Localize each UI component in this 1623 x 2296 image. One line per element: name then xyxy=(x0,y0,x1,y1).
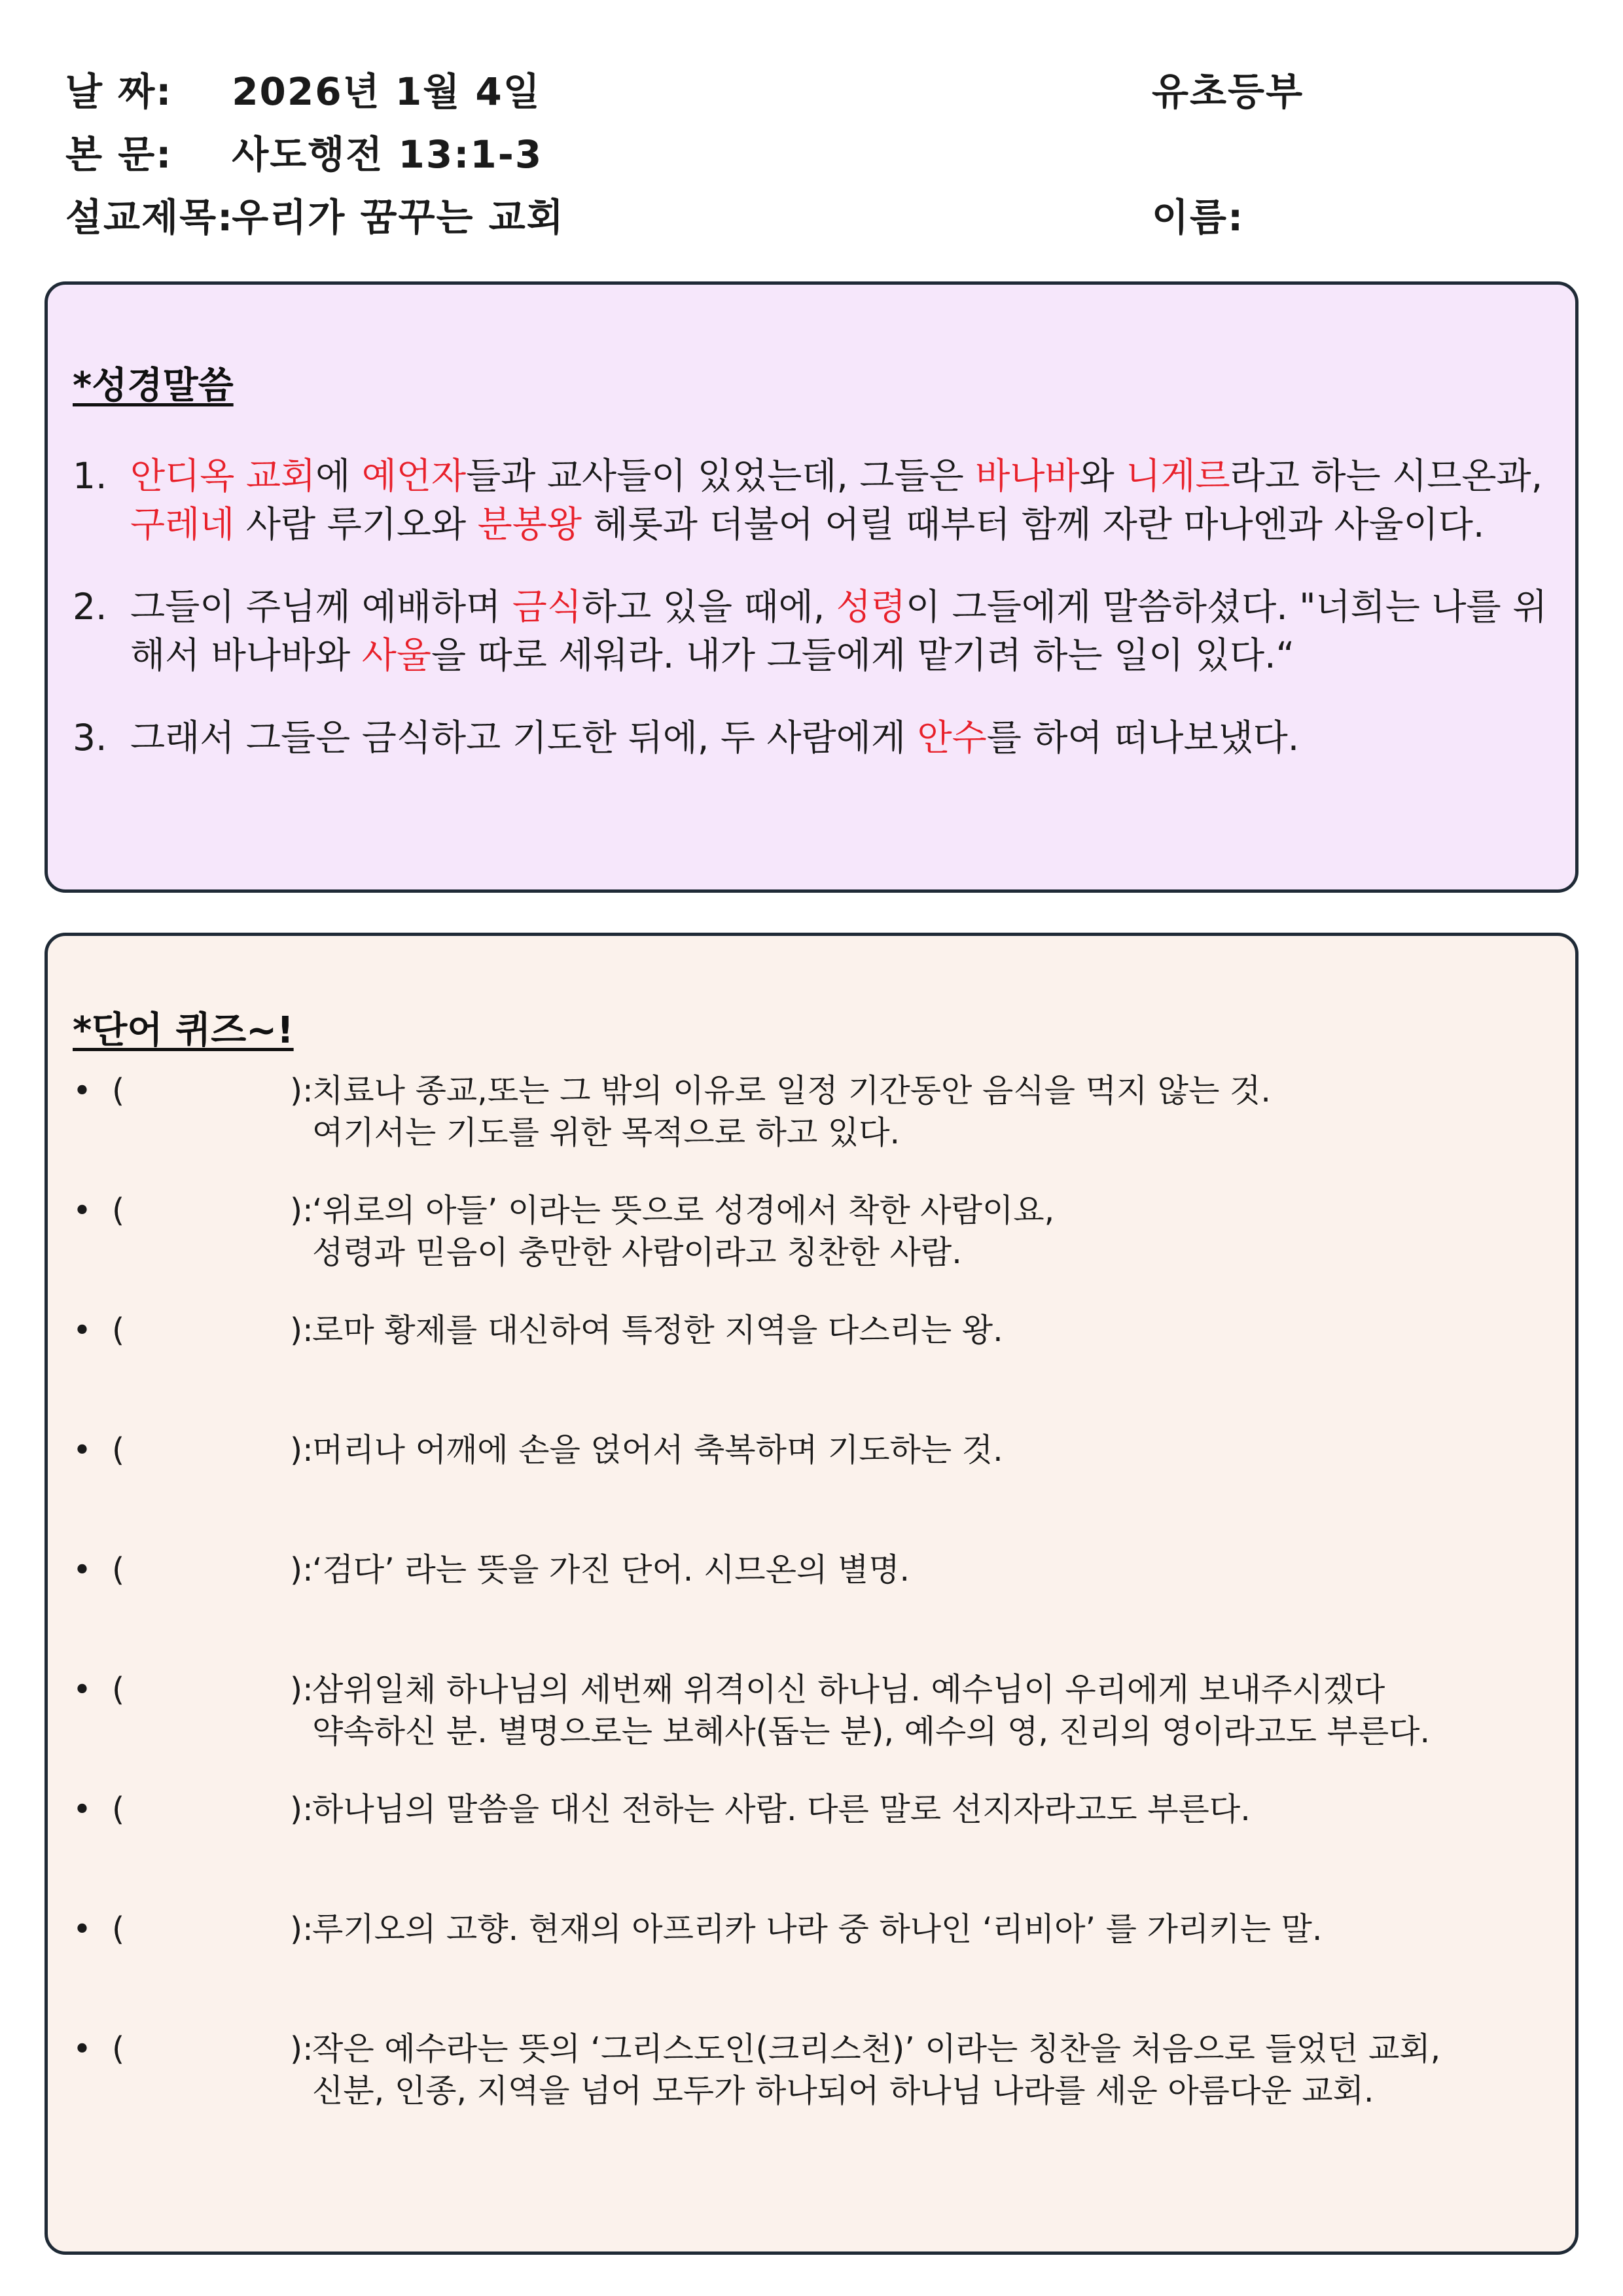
verse-text xyxy=(130,452,1558,548)
quiz-list xyxy=(73,1070,1558,2148)
title-label: 설교제목: xyxy=(65,195,234,240)
definition-line: 신분, 인종, 지역을 넘어 모두가 하나되어 하나님 나라를 세운 아름다운 교회. xyxy=(312,2072,1374,2109)
quiz-definition xyxy=(312,1789,1558,1909)
keyword-highlight: 분봉왕 xyxy=(477,503,582,545)
quiz-item xyxy=(73,1429,1558,1549)
quiz-item xyxy=(73,2028,1558,2148)
answer-blank[interactable]: ( xyxy=(112,2030,125,2068)
quiz-definition xyxy=(312,1549,1558,1669)
verse-text-segment: 헤롯과 더불어 어릴 때부터 함께 자란 마나엔과 사울이다. xyxy=(582,503,1485,545)
verse-item xyxy=(73,583,1558,679)
verse-item xyxy=(73,713,1558,762)
quiz-definition xyxy=(312,1909,1558,2028)
keyword-highlight: 구레네 xyxy=(130,503,235,545)
quiz-item xyxy=(73,1789,1558,1909)
answer-blank-close: ): xyxy=(290,1671,313,1708)
keyword-highlight: 예언자 xyxy=(361,455,467,497)
date-value: 2026년 1월 4일 xyxy=(232,69,541,114)
date-row xyxy=(65,60,565,123)
definition-line: 약속하신 분. 별명으로는 보혜사(돕는 분), 예수의 영, 진리의 영이라고도 부른다. xyxy=(312,1713,1431,1750)
answer-blank-close: ): xyxy=(290,2030,313,2068)
answer-blank-close: ): xyxy=(290,1192,313,1229)
definition-line: 로마 황제를 대신하여 특정한 지역을 다스리는 왕. xyxy=(312,1312,1003,1349)
verse-text-segment: 를 하여 떠나보냈다. xyxy=(986,717,1300,759)
verse-text-segment: 그들이 주님께 예배하며 xyxy=(130,586,512,628)
definition-line: 작은 예수라는 뜻의 ‘그리스도인(크리스천)’ 이라는 칭찬을 처음으로 들었던 교회, xyxy=(312,2030,1441,2068)
quiz-definition xyxy=(312,1669,1558,1789)
date-label: 날 짜: xyxy=(65,69,173,114)
definition-line: ‘위로의 아들’ 이라는 뜻으로 성경에서 착한 사람이요, xyxy=(312,1192,1055,1229)
quiz-item xyxy=(73,1070,1558,1190)
quiz-heading: *단어 퀴즈~! xyxy=(73,1009,294,1052)
verse-text-segment: 하고 있을 때에, xyxy=(582,586,836,628)
keyword-highlight: 금식 xyxy=(512,586,582,628)
keyword-highlight: 안디옥 교회 xyxy=(130,455,316,497)
verse-text xyxy=(130,583,1558,679)
verse-text-segment: 에 xyxy=(315,455,362,497)
quiz-item xyxy=(73,1909,1558,2028)
scripture-box xyxy=(45,281,1578,893)
keyword-highlight: 성령 xyxy=(836,586,906,628)
definition-line: 삼위일체 하나님의 세번째 위격이신 하나님. 예수님이 우리에게 보내주시겠다 xyxy=(312,1671,1385,1708)
bullet-icon: • xyxy=(73,1072,92,1109)
answer-blank-close: ): xyxy=(290,1791,313,1828)
quiz-item xyxy=(73,1669,1558,1789)
definition-line: 머리나 어깨에 손을 얹어서 축복하며 기도하는 것. xyxy=(312,1431,1003,1469)
verse-number: 2. xyxy=(73,586,107,628)
quiz-definition xyxy=(312,1070,1558,1190)
quiz-item xyxy=(73,1549,1558,1669)
department: 유초등부 xyxy=(1152,69,1304,114)
bullet-icon: • xyxy=(73,1791,92,1828)
keyword-highlight: 안수 xyxy=(917,717,987,759)
spacer-row xyxy=(1152,123,1304,186)
definition-line: 하나님의 말씀을 대신 전하는 사람. 다른 말로 선지자라고도 부른다. xyxy=(312,1791,1251,1828)
answer-blank-close: ): xyxy=(290,1312,313,1349)
quiz-definition xyxy=(312,1310,1558,1429)
quiz-item xyxy=(73,1190,1558,1310)
answer-blank[interactable]: ( xyxy=(112,1072,125,1109)
verse-text-segment: 사람 루기오와 xyxy=(234,503,478,545)
keyword-highlight: 사울 xyxy=(361,634,432,676)
definition-line: 성령과 믿음이 충만한 사람이라고 칭찬한 사람. xyxy=(312,1234,962,1271)
verse-text xyxy=(130,713,1558,762)
bullet-icon: • xyxy=(73,2030,92,2068)
verse-text-segment: 을 따로 세워라. 내가 그들에게 맡기려 하는 일이 있다.“ xyxy=(431,634,1295,676)
verse-text-segment: 이 그들에게 말씀하셨다. "너희는 나를 위해서 바나바와 xyxy=(130,586,1548,676)
student-info xyxy=(1152,60,1304,249)
quiz-definition xyxy=(312,1190,1558,1310)
title-row xyxy=(65,186,565,249)
verse-text-segment: 그래서 그들은 금식하고 기도한 뒤에, 두 사람에게 xyxy=(130,717,918,759)
text-row xyxy=(65,123,565,186)
definition-line: 루기오의 고향. 현재의 아프리카 나라 중 하나인 ‘리비아’ 를 가리키는 말. xyxy=(312,1910,1323,1948)
verse-text-segment: 와 xyxy=(1079,455,1126,497)
answer-blank[interactable]: ( xyxy=(112,1910,125,1948)
quiz-item xyxy=(73,1310,1558,1429)
verse-text-segment: 라고 하는 시므온과, xyxy=(1230,455,1543,497)
bullet-icon: • xyxy=(73,1551,92,1588)
quiz-definition xyxy=(312,1429,1558,1549)
bullet-icon: • xyxy=(73,1431,92,1469)
text-value: 사도행전 13:1-3 xyxy=(232,132,543,177)
answer-blank-close: ): xyxy=(290,1072,313,1109)
bullet-icon: • xyxy=(73,1910,92,1948)
answer-blank-close: ): xyxy=(290,1910,313,1948)
bullet-icon: • xyxy=(73,1312,92,1349)
answer-blank[interactable]: ( xyxy=(112,1431,125,1469)
verse-number: 3. xyxy=(73,717,107,759)
bullet-icon: • xyxy=(73,1192,92,1229)
answer-blank[interactable]: ( xyxy=(112,1192,125,1229)
definition-line: 치료나 종교,또는 그 밖의 이유로 일정 기간동안 음식을 먹지 않는 것. xyxy=(312,1072,1271,1109)
verse-text-segment: 들과 교사들이 있었는데, 그들은 xyxy=(466,455,976,497)
answer-blank[interactable]: ( xyxy=(112,1791,125,1828)
verse-list xyxy=(73,452,1558,796)
quiz-box xyxy=(45,933,1578,2255)
answer-blank[interactable]: ( xyxy=(112,1671,125,1708)
keyword-highlight: 바나바 xyxy=(975,455,1080,497)
title-value: 우리가 꿈꾸는 교회 xyxy=(232,195,565,240)
verse-item xyxy=(73,452,1558,548)
name-field[interactable]: 이름: xyxy=(1152,195,1245,240)
text-label: 본 문: xyxy=(65,132,173,177)
verse-number: 1. xyxy=(73,455,107,497)
scripture-heading: *성경말씀 xyxy=(73,365,234,407)
answer-blank[interactable]: ( xyxy=(112,1312,125,1349)
answer-blank[interactable]: ( xyxy=(112,1551,125,1588)
quiz-definition xyxy=(312,2028,1558,2148)
answer-blank-close: ): xyxy=(290,1431,313,1469)
sermon-info xyxy=(65,60,565,249)
definition-line: ‘검다’ 라는 뜻을 가진 단어. 시므온의 별명. xyxy=(312,1551,910,1588)
definition-line: 여기서는 기도를 위한 목적으로 하고 있다. xyxy=(312,1114,901,1151)
answer-blank-close: ): xyxy=(290,1551,313,1588)
bullet-icon: • xyxy=(73,1671,92,1708)
keyword-highlight: 니게르 xyxy=(1126,455,1230,497)
